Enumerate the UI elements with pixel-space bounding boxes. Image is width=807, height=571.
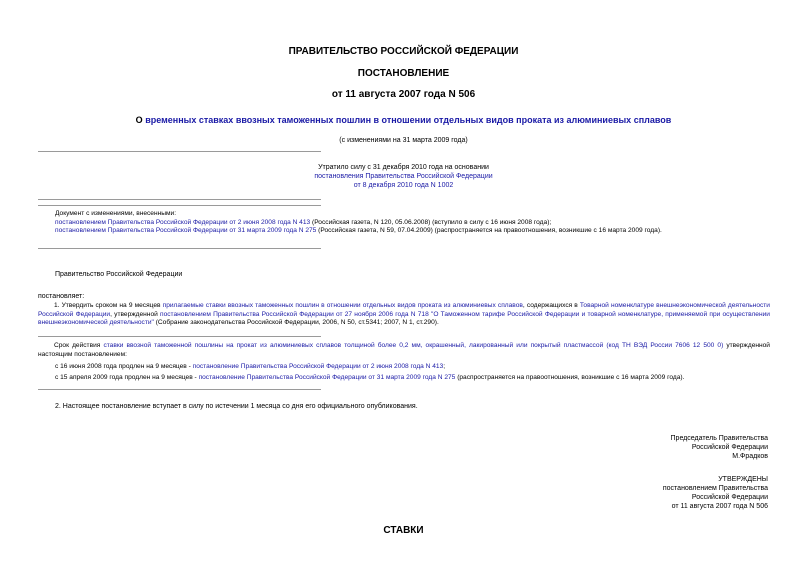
title-link[interactable]: временных ставках ввозных таможенных пошлин в отношении отдельных видов проката из алюминиевых сплавов	[145, 115, 672, 125]
document-date-number: от 11 августа 2007 года N 506	[331, 89, 476, 100]
approved-block	[540, 475, 768, 511]
change-link[interactable]: постановлением Правительства Российской Федерации от 31 марта 2009 года N 275	[55, 227, 317, 235]
document-type: ПОСТАНОВЛЕНИЕ	[357, 68, 450, 79]
divider	[38, 248, 321, 249]
paragraph-1	[38, 302, 770, 328]
approved-heading: УТВЕРЖДЕНЫ	[718, 476, 768, 483]
expired-link-line[interactable]: постановления Правительства Российской Федерации	[314, 173, 493, 180]
government-heading: ПРАВИТЕЛЬСТВО РОССИЙСКОЙ ФЕДЕРАЦИИ	[288, 46, 519, 57]
extension-link[interactable]: постановление Правительства Российской Федерации от 2 июня 2008 года N 413	[192, 363, 444, 370]
change-item	[55, 227, 775, 236]
term-text: Срок действия	[54, 342, 104, 349]
divider	[38, 336, 321, 337]
extension-text: с 15 апреля 2009 года продлен на 9 месяцев -	[55, 374, 199, 381]
change-item	[55, 219, 775, 228]
extension-item	[55, 374, 684, 383]
decides-label: постановляет:	[38, 293, 85, 300]
term-paragraph	[38, 342, 770, 359]
approved-line: Российской Федерации	[691, 494, 768, 501]
change-details: (Российская газета, N 59, 07.04.2009) (распространяется на правоотношения, возникшие с 16 марта 2009 года).	[316, 227, 662, 235]
rate-link[interactable]: ставки ввозной таможенной пошлины на прокат из алюминиевых сплавов толщиной более 0,2 мм, окрашенный, лакированный или покрытый пластмассой (код ТН ВЭД России 7606 12 500 0)	[103, 342, 724, 349]
approved-line: постановлением Правительства	[662, 485, 768, 492]
change-link[interactable]: постановлением Правительства Российской Федерации от 2 июня 2008 года N 413	[55, 218, 311, 226]
signature-name: М.Фрадков	[732, 453, 768, 460]
signature-block	[540, 434, 768, 461]
signature-line: Председатель Правительства	[670, 435, 768, 442]
title-prefix: О	[135, 115, 143, 125]
p1-text: , утвержденной	[110, 310, 161, 318]
rates-link[interactable]: прилагаемые ставки ввозных таможенных пошлин в отношении отдельных видов проката из алюминиевых сплавов	[162, 302, 523, 309]
divider	[38, 199, 321, 200]
signature-line: Российской Федерации	[691, 444, 768, 451]
divider	[38, 151, 321, 152]
rates-heading: СТАВКИ	[383, 525, 424, 536]
extension-text: ;	[443, 363, 446, 370]
approved-line: от 11 августа 2007 года N 506	[671, 503, 768, 510]
extension-text: (распространяется на правоотношения, возникшие с 16 марта 2009 года).	[455, 374, 685, 381]
extension-text: с 16 июня 2008 года продлен на 9 месяцев -	[55, 363, 193, 370]
p1-text: (Собрание законодательства Российской Федерации, 2006, N 50, ст.5341; 2007, N 1, ст.290).	[153, 319, 439, 327]
changes-heading: Документ с изменениями, внесенными:	[55, 210, 177, 217]
extension-link[interactable]: постановление Правительства Российской Федерации от 31 марта 2009 года N 275	[198, 374, 456, 381]
p1-text: , содержащихся в	[522, 302, 580, 309]
expired-link-line[interactable]: от 8 декабря 2010 года N 1002	[353, 182, 454, 189]
divider	[38, 389, 321, 390]
expired-line: Утратило силу с 31 декабря 2010 года на основании	[318, 164, 489, 171]
expired-note	[0, 163, 807, 190]
paragraph-2: 2. Настоящее постановление вступает в силу по истечении 1 месяца со дня его официального опубликования.	[55, 403, 418, 410]
decree-718-link[interactable]: постановлением Правительства Российской Федерации от 27 ноября 2006 года N 718 "О Таможенном тарифе Российской Федерации и товарной номенклатуре, применяемой при осуществлении внешнеэкономической деятельности"	[38, 310, 770, 327]
divider	[38, 205, 321, 206]
nomenclature-link[interactable]: Товарной номенклатуре внешнеэкономической деятельности Российской Федерации	[38, 302, 770, 318]
term-text: утвержденной настоящим постановлением:	[38, 342, 770, 358]
extension-item	[55, 363, 445, 372]
government-subject: Правительство Российской Федерации	[55, 271, 183, 278]
amended-note: (с изменениями на 31 марта 2009 года)	[339, 137, 468, 144]
p1-text: 1. Утвердить сроком на 9 месяцев	[54, 302, 163, 309]
changes-block	[55, 210, 775, 236]
document-title	[0, 115, 807, 125]
change-details: (Российская газета, N 120, 05.06.2008) (вступило в силу с 16 июня 2008 года);	[310, 218, 552, 226]
